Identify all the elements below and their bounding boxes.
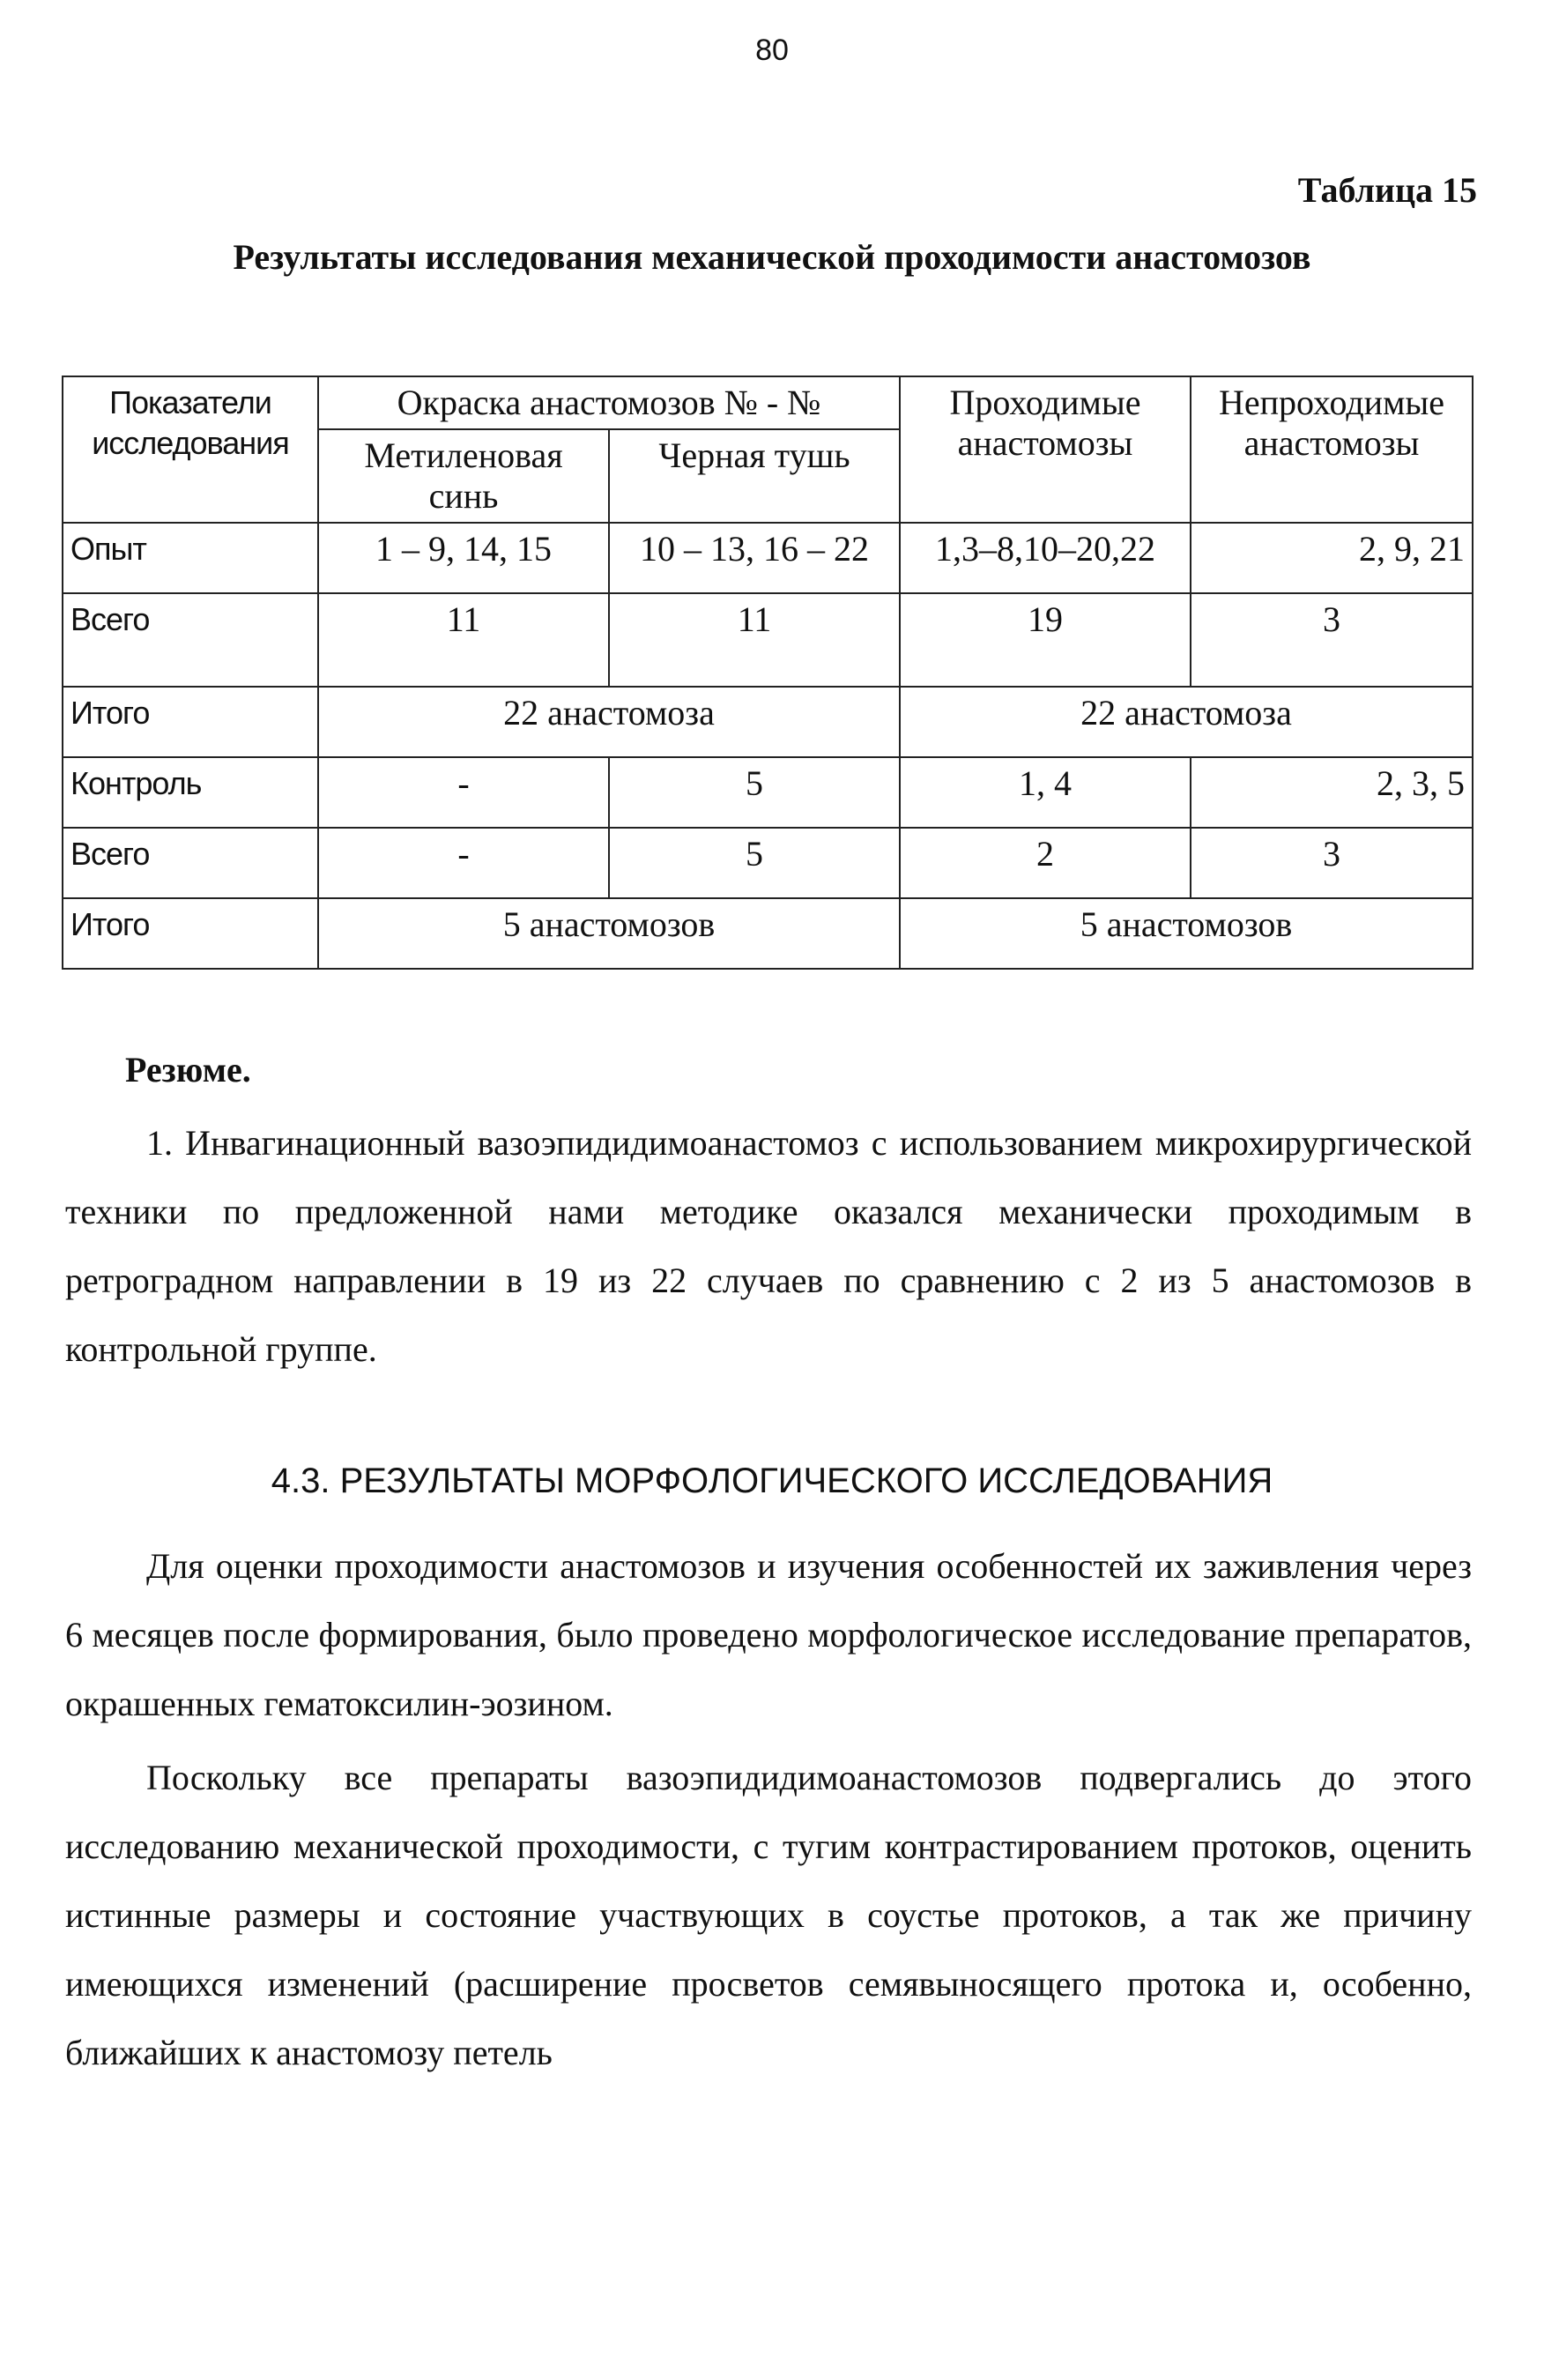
cell-impassable: 3 <box>1191 593 1473 687</box>
cell-impassable: 2, 9, 21 <box>1191 523 1473 593</box>
header-staining: Окраска анастомозов № - № <box>318 376 900 429</box>
row-label: Итого <box>63 898 318 969</box>
table-row <box>63 593 1473 687</box>
cell-result-total: 22 анастомоза <box>900 687 1473 757</box>
cell-methylene: 11 <box>318 593 609 687</box>
cell-black-ink: 10 – 13, 16 – 22 <box>609 523 900 593</box>
cell-black-ink: 5 <box>609 757 900 828</box>
table-row <box>63 898 1473 969</box>
header-indicators: Показатели исследования <box>63 376 318 523</box>
row-label: Итого <box>63 687 318 757</box>
cell-methylene: 1 – 9, 14, 15 <box>318 523 609 593</box>
section-heading: 4.3. РЕЗУЛЬТАТЫ МОРФОЛОГИЧЕСКОГО ИССЛЕДОВАНИЯ <box>271 1461 1273 1500</box>
cell-methylene: - <box>318 757 609 828</box>
cell-passable: 2 <box>900 828 1191 898</box>
table-header-row <box>63 376 1473 429</box>
table-row <box>63 687 1473 757</box>
cell-result-total: 5 анастомозов <box>900 898 1473 969</box>
cell-passable: 19 <box>900 593 1191 687</box>
cell-passable: 1,3–8,10–20,22 <box>900 523 1191 593</box>
row-label: Контроль <box>63 757 318 828</box>
page-number: 80 <box>755 33 789 67</box>
body-paragraph: Поскольку все препараты вазоэпидидимоанастомозов подвергались до этого исследованию механической проходимости, с тугим контрастированием протоков, оценить истинные размеры и состояние участвующих в соустье протоков, а так же причину имеющихся изменений (расширение просветов семявыносящего протока и, особенно, ближайших к анастомозу петель <box>65 1758 1472 2072</box>
table-title: Результаты исследования механической проходимости анастомозов <box>233 237 1311 277</box>
table-label: Таблица 15 <box>1297 170 1477 210</box>
results-table <box>62 376 1473 970</box>
cell-staining-total: 5 анастомозов <box>318 898 900 969</box>
header-passable: Проходимые анастомозы <box>900 376 1191 523</box>
row-label: Опыт <box>63 523 318 593</box>
table-row <box>63 757 1473 828</box>
resume-paragraph: 1. Инвагинационный вазоэпидидимоанастомоз с использованием микрохирургической техники по предложенной нами методике оказался механически проходимым в ретроградном направлении в 19 из 22 случаев по сравнению с 2 из 5 анастомозов в контрольной группе. <box>65 1123 1472 1369</box>
cell-staining-total: 22 анастомоза <box>318 687 900 757</box>
table-row <box>63 523 1473 593</box>
header-impassable: Непроходимые анастомозы <box>1191 376 1473 523</box>
table-row <box>63 828 1473 898</box>
cell-impassable: 2, 3, 5 <box>1191 757 1473 828</box>
body-paragraph: Для оценки проходимости анастомозов и изучения особенностей их заживления через 6 месяцев после формирования, было проведено морфологическое исследование препаратов, окрашенных гематоксилин-эозином. <box>65 1546 1472 1723</box>
cell-methylene: - <box>318 828 609 898</box>
cell-black-ink: 5 <box>609 828 900 898</box>
row-label: Всего <box>63 828 318 898</box>
header-black-ink: Черная тушь <box>609 429 900 523</box>
row-label: Всего <box>63 593 318 687</box>
header-methylene: Метиленовая синь <box>318 429 609 523</box>
resume-title: Резюме. <box>125 1050 251 1090</box>
cell-black-ink: 11 <box>609 593 900 687</box>
cell-impassable: 3 <box>1191 828 1473 898</box>
cell-passable: 1, 4 <box>900 757 1191 828</box>
